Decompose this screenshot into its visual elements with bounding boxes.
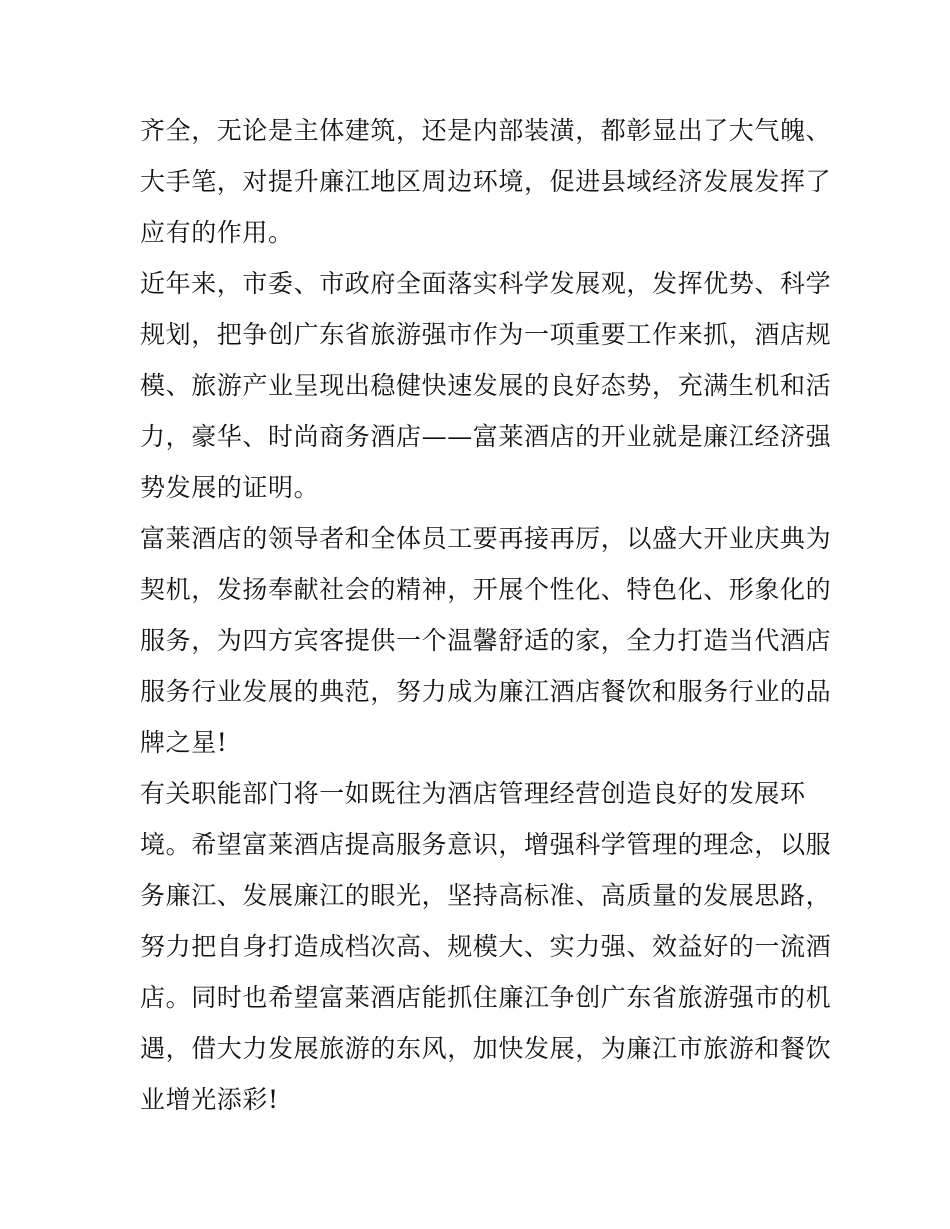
text-line: 齐全，无论是主体建筑，还是内部装潢，都彰显出了大气魄、: [140, 116, 832, 145]
text-line: 遇，借大力发展旅游的东风，加快发展，为廉江市旅游和餐饮: [140, 1034, 832, 1063]
text-line: 近年来，市委、市政府全面落实科学发展观，发挥优势、科学: [140, 269, 832, 298]
body-text: [140, 105, 832, 1125]
text-line: 努力把自身打造成档次高、规模大、实力强、效益好的一流酒: [140, 932, 832, 961]
text-line: 规划，把争创广东省旅游强市作为一项重要工作来抓，酒店规: [140, 320, 832, 349]
text-line: 应有的作用。: [140, 218, 294, 247]
text-line: 业增光添彩!: [140, 1085, 279, 1114]
text-line: 模、旅游产业呈现出稳健快速发展的良好态势，充满生机和活: [140, 371, 832, 400]
text-line: 服务，为四方宾客提供一个温馨舒适的家，全力打造当代酒店: [140, 626, 832, 655]
text-line: 牌之星!: [140, 728, 228, 757]
text-line: 力，豪华、时尚商务酒店——富莱酒店的开业就是廉江经济强: [140, 422, 832, 451]
text-line: 势发展的证明。: [140, 473, 320, 502]
text-line: 大手笔，对提升廉江地区周边环境，促进县域经济发展发挥了: [140, 167, 832, 196]
text-line: 服务行业发展的典范，努力成为廉江酒店餐饮和服务行业的品: [140, 677, 832, 706]
text-line: 契机，发扬奉献社会的精神，开展个性化、特色化、形象化的: [140, 575, 832, 604]
text-line: 务廉江、发展廉江的眼光，坚持高标准、高质量的发展思路，: [140, 881, 832, 910]
text-line: 有关职能部门将一如既往为酒店管理经营创造良好的发展环: [140, 779, 806, 808]
text-line: 境。希望富莱酒店提高服务意识，增强科学管理的理念，以服: [140, 830, 832, 859]
text-line: 富莱酒店的领导者和全体员工要再接再厉，以盛大开业庆典为: [140, 524, 832, 553]
text-line: 店。同时也希望富莱酒店能抓住廉江争创广东省旅游强市的机: [140, 983, 832, 1012]
